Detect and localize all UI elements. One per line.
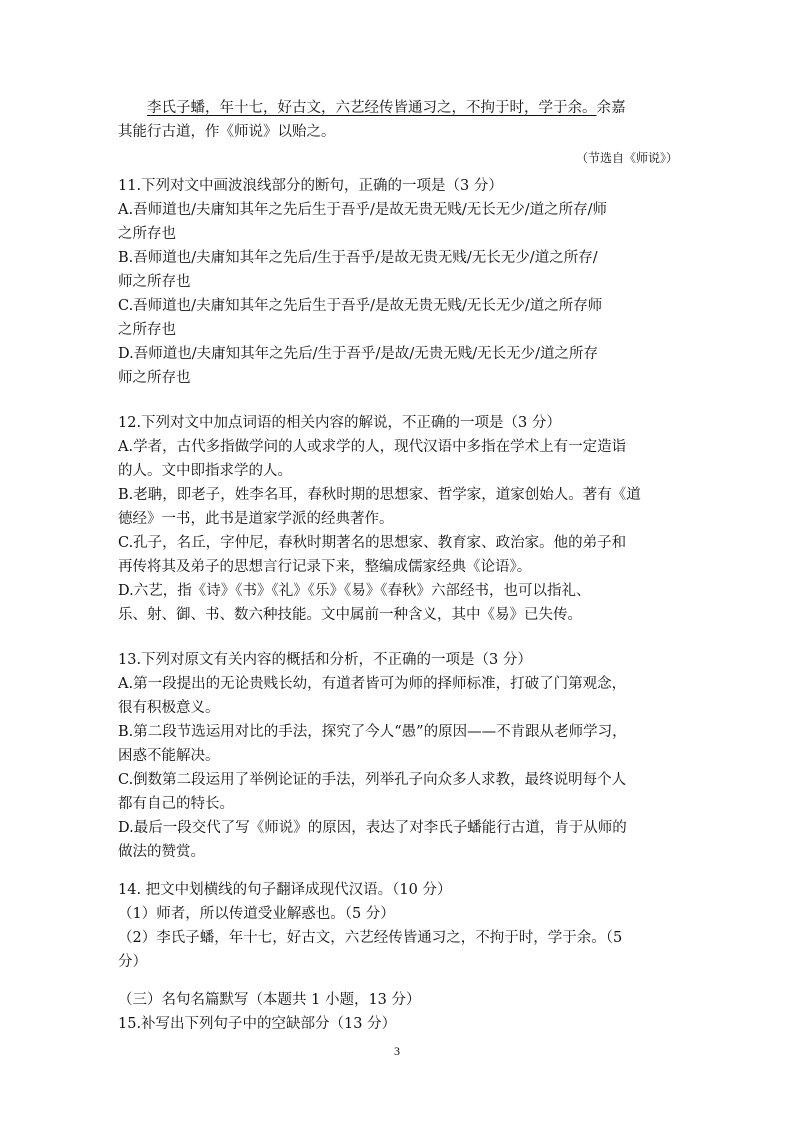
question-13-option-a: A.第一段提出的无论贵贱长幼，有道者皆可为师的择师标准，打破了门第观念， 很有积极意义。 xyxy=(118,676,627,716)
question-13-option-c: C.倒数第二段运用了举例论证的手法，列举孔子向众多人求教，最终说明每个人 都有自己的特长。 xyxy=(118,772,627,812)
passage-source: （节选自《师说》） xyxy=(575,151,678,165)
question-14-item-1: （1）师者，所以传道受业解惑也。（5 分） xyxy=(118,906,395,922)
question-14-stem: 14. 把文中划横线的句子翻译成现代汉语。（10 分） xyxy=(118,882,452,898)
question-13-option-b: B.第二段节选运用对比的手法，探究了今人“愚”的原因——不肯跟从老师学习， 困惑不能解决。 xyxy=(118,724,627,764)
question-12-option-d: D.六艺，指《诗》《书》《礼》《乐》《易》《春秋》六部经书，也可以指礼、 乐、射、御、书、数六种技能。文中属前一种含义，其中《易》已失传。 xyxy=(118,583,591,623)
question-12-option-b: B.老聃，即老子，姓李名耳，春秋时期的思想家、哲学家，道家创始人。著有《道 德经》一书，此书是道家学派的经典著作。 xyxy=(118,487,641,527)
question-11-option-a: A.吾师道也/夫庸知其年之先后生于吾乎/是故无贵无贱/无长无少/道之所存/师 之所存也 xyxy=(118,202,608,242)
page-number: 3 xyxy=(394,1044,400,1058)
underlined-sentence: 李氏子蟠，年十七，好古文，六艺经传皆通习之，不拘于时，学于余。 xyxy=(147,100,597,116)
question-12-stem: 12.下列对文中加点词语的相关内容的解说，不正确的一项是（3 分） xyxy=(118,415,561,431)
question-11-option-d: D.吾师道也/夫庸知其年之先后/生于吾乎/是故/无贵无贱/无长无少/道之所存 师之所存也 xyxy=(118,346,599,386)
question-14-item-2: （2）李氏子蟠，年十七，好古文，六艺经传皆通习之，不拘于时，学于余。（5 分） xyxy=(118,930,623,970)
question-13 xyxy=(118,648,678,864)
question-11-stem: 11.下列对文中画波浪线部分的断句，正确的一项是（3 分） xyxy=(118,178,503,194)
document-body xyxy=(118,96,678,1036)
passage-line-2: 其能行古道，作《师说》以贻之。 xyxy=(118,124,336,140)
question-12-option-a: A.学者，古代多指做学问的人或求学的人，现代汉语中多指在学术上有一定造诣 的人。文中即指求学的人。 xyxy=(118,439,627,479)
question-14 xyxy=(118,878,678,974)
question-11-option-b: B.吾师道也/夫庸知其年之先后/生于吾乎/是故无贵无贱/无长无少/道之所存/ 师之所存也 xyxy=(118,250,598,290)
question-13-option-d: D.最后一段交代了写《师说》的原因，表达了对李氏子蟠能行古道，肯于从师的 做法的赞赏。 xyxy=(118,820,627,860)
question-15-stem: 15.补写出下列句子中的空缺部分（13 分） xyxy=(118,1016,397,1032)
section-3 xyxy=(118,988,678,1036)
question-11 xyxy=(118,174,678,390)
question-12-option-c: C.孔子，名丘，字仲尼，春秋时期著名的思想家、教育家、政治家。他的弟子和 再传将其及弟子的思想言行记录下来，整编成儒家经典《论语》。 xyxy=(118,535,627,575)
question-12 xyxy=(118,411,678,627)
passage-line-1 xyxy=(118,96,678,120)
passage-line-1-tail: 余嘉 xyxy=(596,100,626,116)
question-13-stem: 13.下列对原文有关内容的概括和分析，不正确的一项是（3 分） xyxy=(118,652,532,668)
question-11-option-c: C.吾师道也/夫庸知其年之先后生于吾乎/是故无贵无贱/无长无少/道之所存师 之所存也 xyxy=(118,298,603,338)
section-3-heading: （三）名句名篇默写（本题共 1 小题，13 分） xyxy=(118,992,421,1008)
